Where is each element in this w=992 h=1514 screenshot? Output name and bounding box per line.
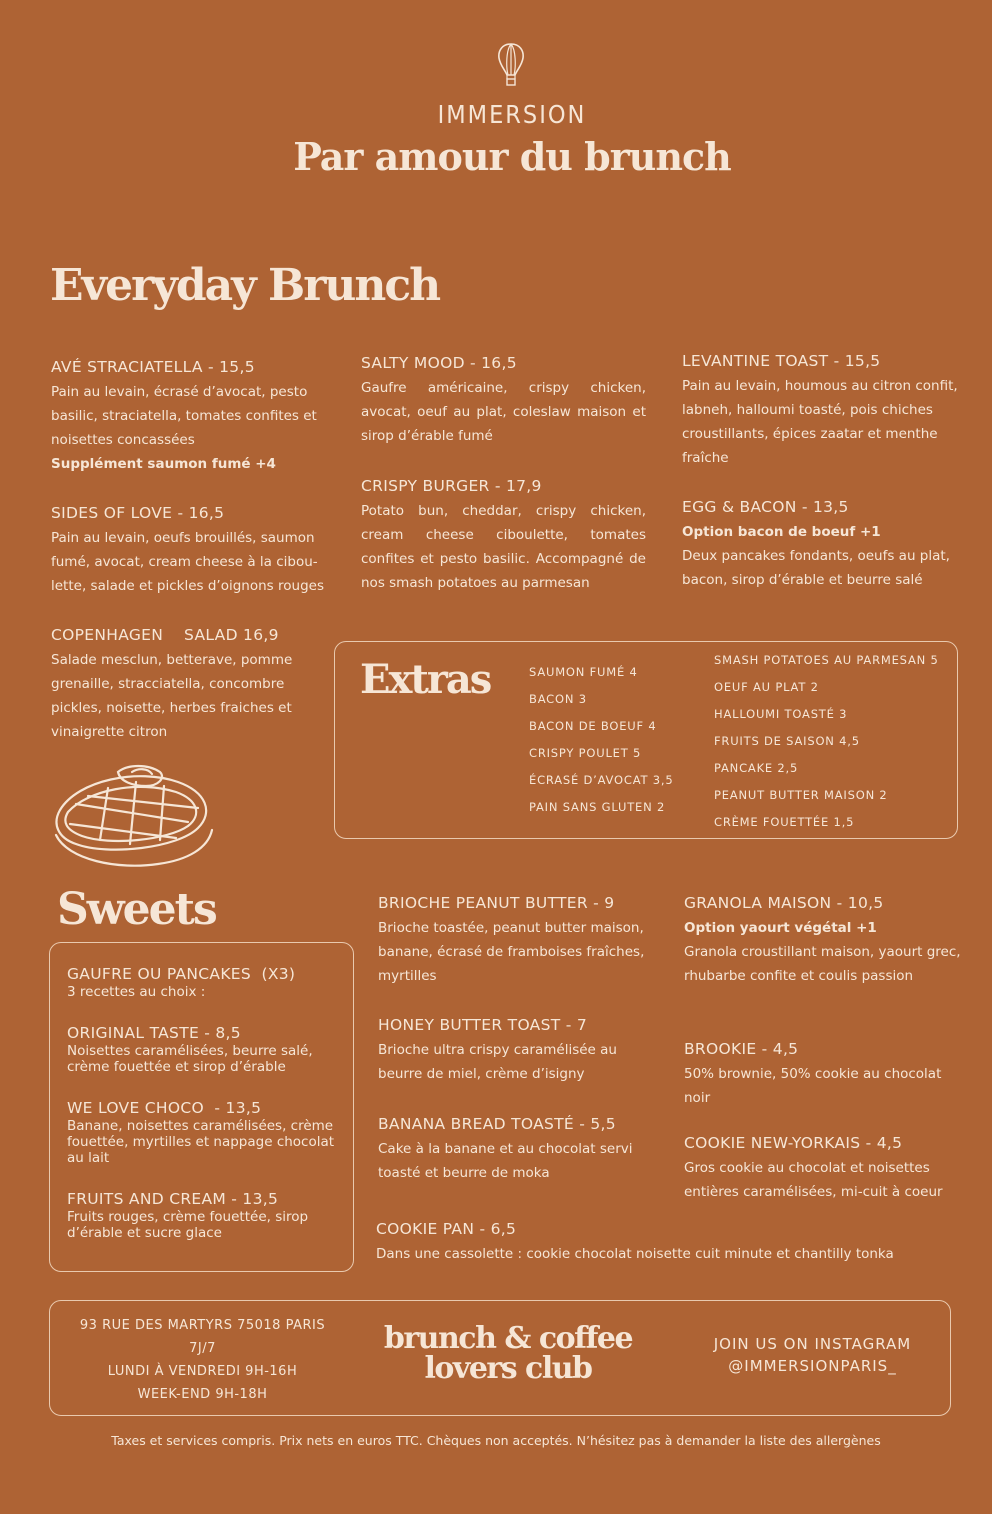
extras-list-right (714, 653, 939, 842)
section-heading-everyday: Everyday Brunch (50, 260, 440, 311)
item-desc: Dans une cassolette : cookie chocolat noisette cuit minute et chantilly tonka (376, 1246, 894, 1262)
item-option: Option bacon de boeuf +1 (682, 524, 881, 540)
item-desc: Noisettes caramélisées, beurre salé, crème fouettée et sirop d’érable (67, 1043, 313, 1075)
menu-item (67, 1024, 352, 1075)
item-title: LEVANTINE TOAST - 15,5 (682, 352, 881, 370)
menu-item (684, 1040, 969, 1110)
waffle-illustration (48, 760, 218, 875)
item-desc: Brioche ultra crispy caramélisée au beurre de miel, crème d’isigny (378, 1042, 617, 1082)
item-title: SALTY MOOD - 16,5 (361, 354, 517, 372)
hot-air-balloon-icon (496, 42, 526, 88)
menu-item (67, 1099, 352, 1166)
menu-item (67, 1190, 352, 1241)
instagram-handle[interactable]: @IMMERSIONPARIS_ (728, 1357, 897, 1375)
extra-item: PANCAKE 2,5 (714, 761, 799, 775)
item-option: Supplément saumon fumé +4 (51, 456, 276, 472)
menu-item (67, 965, 352, 1000)
item-desc: Deux pancakes fondants, oeufs au plat, bacon, sirop d’érable et beurre salé (682, 548, 950, 588)
item-desc: Gros cookie au chocolat et noisettes entières caramélisées, mi-cuit à coeur (684, 1160, 943, 1200)
extra-item: BACON DE BOEUF 4 (529, 719, 657, 733)
item-title: AVÉ STRACIATELLA - 15,5 (51, 358, 255, 376)
club-line: lovers club (424, 1351, 592, 1386)
address-line: 93 RUE DES MARTYRS 75018 PARIS (79, 1318, 326, 1333)
section-heading-extras: Extras (360, 656, 491, 703)
extra-item: SMASH POTATOES AU PARMESAN 5 (714, 653, 939, 667)
item-title: EGG & BACON - 13,5 (682, 498, 849, 516)
menu-item (378, 1016, 663, 1086)
instagram-label: JOIN US ON INSTAGRAM (713, 1335, 912, 1353)
item-desc: Gaufre américaine, crispy chicken, avocat, oeuf au plat, coleslaw maison et sirop d’érable fumé (361, 380, 646, 444)
extras-list-left (529, 665, 673, 827)
extra-item: PEANUT BUTTER MAISON 2 (714, 788, 888, 802)
item-title: SIDES OF LOVE - 16,5 (51, 504, 225, 522)
item-title: GRANOLA MAISON - 10,5 (684, 894, 884, 912)
address-block (60, 1314, 345, 1406)
address-line: 7J/7 (189, 1341, 216, 1356)
tagline: Par amour du brunch (293, 134, 731, 179)
menu-item (51, 504, 336, 598)
brand-name: IMMERSION (437, 100, 587, 129)
item-desc: Granola croustillant maison, yaourt grec, rhubarbe confite et coulis passion (684, 944, 961, 984)
item-title: BANANA BREAD TOASTÉ - 5,5 (378, 1115, 616, 1133)
footer-note: Taxes et services compris. Prix nets en euros TTC. Chèques non acceptés. N’hésitez pas à demander la liste des allergènes (111, 1433, 881, 1448)
menu-item (51, 626, 316, 744)
extra-item: BACON 3 (529, 692, 587, 706)
address-line: LUNDI À VENDREDI 9H-16H (107, 1364, 298, 1379)
address-line: WEEK-END 9H-18H (137, 1387, 268, 1402)
item-desc: Pain au levain, houmous au citron confit, labneh, halloumi toasté, pois chiches croustillants, épices zaatar et menthe fraîche (682, 378, 958, 466)
menu-item (684, 894, 969, 988)
item-title: BRIOCHE PEANUT BUTTER - 9 (378, 894, 615, 912)
item-title: ORIGINAL TASTE - 8,5 (67, 1024, 241, 1042)
menu-item (682, 352, 967, 470)
item-title: COPENHAGEN SALAD 16,9 (51, 626, 279, 644)
item-desc: Brioche toastée, peanut butter maison, banane, écrasé de framboises fraîches, myrtilles (378, 920, 645, 984)
extra-item: CRISPY POULET 5 (529, 746, 642, 760)
menu-item (378, 1115, 663, 1185)
item-title: GAUFRE OU PANCAKES (X3) (67, 965, 296, 983)
club-line: brunch & coffee (383, 1321, 633, 1356)
item-title: FRUITS AND CREAM - 13,5 (67, 1190, 279, 1208)
menu-item (376, 1220, 956, 1266)
item-desc: 3 recettes au choix : (67, 984, 206, 1000)
menu-item (684, 1134, 969, 1204)
item-title: BROOKIE - 4,5 (684, 1040, 799, 1058)
item-option: Option yaourt végétal +1 (684, 920, 877, 936)
item-desc: 50% brownie, 50% cookie au chocolat noir (684, 1066, 942, 1106)
menu-item (361, 354, 646, 448)
item-title: HONEY BUTTER TOAST - 7 (378, 1016, 587, 1034)
extra-item: SAUMON FUMÉ 4 (529, 665, 638, 679)
section-heading-sweets: Sweets (57, 884, 216, 935)
extra-item: CRÈME FOUETTÉE 1,5 (714, 815, 855, 829)
extra-item: PAIN SANS GLUTEN 2 (529, 800, 666, 814)
item-title: COOKIE PAN - 6,5 (376, 1220, 517, 1238)
item-title: COOKIE NEW-YORKAIS - 4,5 (684, 1134, 903, 1152)
item-desc: Cake à la banane et au chocolat servi toasté et beurre de moka (378, 1141, 633, 1181)
item-desc: Salade mesclun, betterave, pomme grenaille, stracciatella, concombre pickles, noisette, herbes fraiches et vinaigrette citron (51, 652, 293, 740)
extra-item: HALLOUMI TOASTÉ 3 (714, 707, 848, 721)
item-title: CRISPY BURGER - 17,9 (361, 477, 542, 495)
item-desc: Fruits rouges, crème fouettée, sirop d’érable et sucre glace (67, 1209, 309, 1241)
instagram-block (690, 1333, 935, 1377)
item-desc: Potato bun, cheddar, crispy chicken, cream cheese ciboulette, tomates confites et pesto basilic. Accompagné de nos smash potatoes au parmesan (361, 503, 646, 591)
extra-item: ÉCRASÉ D’AVOCAT 3,5 (529, 773, 674, 787)
extra-item: FRUITS DE SAISON 4,5 (714, 734, 860, 748)
menu-item (51, 358, 334, 476)
item-desc: Pain au levain, oeufs brouillés, saumon fumé, avocat, cream cheese à la cibou-lette, salade et pickles d’oignons rouges (51, 530, 324, 594)
extra-item: OEUF AU PLAT 2 (714, 680, 819, 694)
club-logo (380, 1321, 636, 1386)
menu-item (361, 477, 646, 595)
item-desc: Pain au levain, écrasé d’avocat, pesto basilic, straciatella, tomates confites et noisettes concassées (51, 384, 317, 448)
menu-item (682, 498, 967, 592)
menu-item (378, 894, 663, 988)
item-title: WE LOVE CHOCO - 13,5 (67, 1099, 262, 1117)
item-desc: Banane, noisettes caramélisées, crème fouettée, myrtilles et nappage chocolat au lait (67, 1118, 335, 1166)
